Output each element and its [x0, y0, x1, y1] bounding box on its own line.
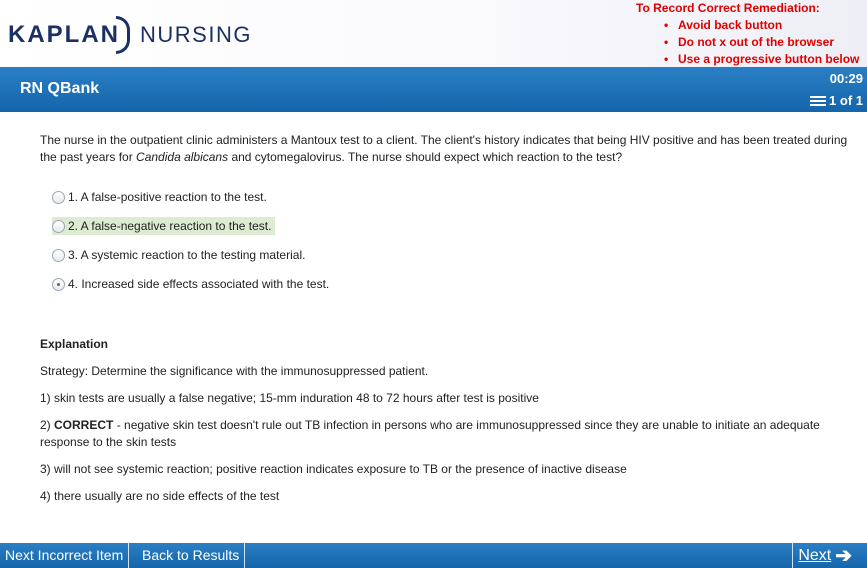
next-incorrect-item-button[interactable]: Next Incorrect Item: [0, 543, 129, 568]
explanation-item-4: 4) there usually are no side effects of the test: [40, 489, 280, 503]
header: [0, 0, 867, 67]
question-counter[interactable]: [810, 93, 863, 108]
explanation-item-2-text: - negative skin test doesn't rule out TB infection in persons who are immunosuppressed since they are unable to initiate an adequate response to the skin tests: [40, 418, 820, 449]
question-list-icon[interactable]: [810, 96, 826, 106]
explanation-item-3: 3) will not see systemic reaction; positive reaction indicates exposure to TB or the presence of inactive disease: [40, 462, 627, 476]
timer: 00:29: [829, 71, 863, 86]
answer-option-2-correct[interactable]: [52, 217, 275, 235]
correct-label: CORRECT: [54, 418, 114, 432]
logo-nursing-text: NURSING: [140, 22, 252, 47]
remediation-item: • Avoid back button: [664, 17, 859, 34]
question-text-end: and cytomegalovirus. The nurse should expect which reaction to the test?: [228, 150, 623, 164]
question-stem: [40, 132, 867, 166]
question-counter-label: 1 of 1: [829, 93, 863, 108]
question-italic-term: Candida albicans: [136, 150, 229, 164]
logo-kaplan-text: KAPLAN: [8, 21, 120, 48]
next-button-label: Next: [798, 547, 832, 564]
answer-option-1[interactable]: [52, 188, 271, 206]
answer-option-3[interactable]: [52, 246, 309, 264]
arrow-right-icon: ➔: [835, 544, 852, 567]
explanation-item-1: 1) skin tests are usually a false negative; 15-mm induration 48 to 72 hours after test is positive: [40, 391, 539, 405]
remediation-item: • Use a progressive button below: [664, 51, 859, 68]
remediation-item: • Do not x out of the browser: [664, 34, 859, 51]
app-title: RN QBank: [20, 80, 100, 97]
remediation-title: To Record Correct Remediation:: [636, 1, 820, 15]
answer-option-label: 3. A systemic reaction to the testing material.: [68, 247, 306, 262]
radio-button[interactable]: [52, 220, 65, 233]
logo-arc-icon: [116, 16, 130, 54]
next-button[interactable]: [792, 543, 857, 568]
radio-button[interactable]: [52, 191, 65, 204]
radio-button-selected[interactable]: [52, 278, 65, 291]
answer-option-label: 2. A false-negative reaction to the test.: [68, 218, 272, 233]
radio-button[interactable]: [52, 249, 65, 262]
explanation-item-2-prefix: 2): [40, 418, 55, 432]
footer-bar: [0, 543, 867, 568]
title-bar: [0, 67, 867, 112]
remediation-notice: [636, 0, 859, 68]
back-to-results-button[interactable]: Back to Results: [137, 543, 245, 568]
explanation-item-2: [40, 417, 830, 451]
explanation-heading: Explanation: [40, 337, 109, 351]
remediation-list: [636, 17, 859, 68]
question-text: The nurse in the outpatient clinic administers a Mantoux test to a client. The client's history indicates that being HIV positive and has been treated during the past years for: [40, 133, 848, 164]
explanation-section: [40, 336, 830, 515]
answer-option-label: 4. Increased side effects associated with the test.: [68, 276, 330, 291]
answer-option-label: 1. A false-positive reaction to the test.: [68, 189, 267, 204]
explanation-strategy: Strategy: Determine the significance with the immunosuppressed patient.: [40, 364, 429, 378]
kaplan-nursing-logo: [8, 15, 252, 55]
answer-option-4[interactable]: [52, 275, 333, 293]
